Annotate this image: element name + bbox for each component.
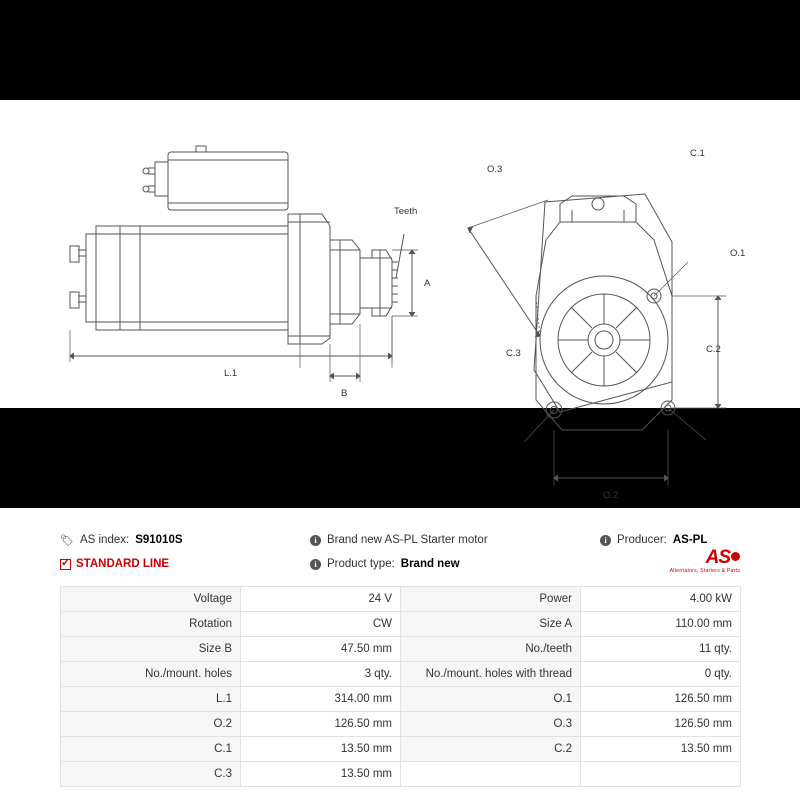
logo-subtitle: Alternators, Starters & Parts: [669, 568, 740, 574]
top-black-band: [0, 0, 800, 100]
spec-label-left: L.1: [61, 687, 241, 712]
spec-value-left: 126.50 mm: [241, 712, 401, 737]
spec-value-left: 24 V: [241, 587, 401, 612]
as-pl-logo: [670, 548, 740, 574]
label-a: A: [424, 278, 431, 289]
spec-value-left: 13.50 mm: [241, 737, 401, 762]
spec-label-right: O.1: [401, 687, 581, 712]
spec-value-left: 13.50 mm: [241, 762, 401, 787]
info-icon: i: [310, 559, 321, 570]
spec-value-right: 4.00 kW: [581, 587, 741, 612]
brand-new-cell: [310, 534, 600, 546]
spec-label-left: Rotation: [61, 612, 241, 637]
tag-icon: 🏷: [60, 534, 74, 547]
technical-drawing: [0, 100, 800, 501]
spec-value-left: 47.50 mm: [241, 637, 401, 662]
spec-label-left: C.1: [61, 737, 241, 762]
table-row: [61, 712, 741, 737]
label-l1: L.1: [224, 368, 238, 379]
spec-value-left: CW: [241, 612, 401, 637]
logo-text: AS: [705, 547, 730, 568]
spec-label-left: Voltage: [61, 587, 241, 612]
table-row: [61, 687, 741, 712]
checkbox-checked-icon: [60, 559, 71, 570]
label-b: B: [341, 388, 348, 399]
info-row-primary: [60, 528, 740, 552]
table-row: [61, 737, 741, 762]
table-row: [61, 612, 741, 637]
bottom-black-band: [0, 408, 800, 508]
spec-value-right: 126.50 mm: [581, 712, 741, 737]
as-index-value: S91010S: [135, 534, 183, 546]
spec-label-left: Size B: [61, 637, 241, 662]
standard-line-badge: [60, 558, 169, 570]
spec-value-left: 3 qty.: [241, 662, 401, 687]
label-c3: C.3: [506, 348, 521, 359]
spec-label-right: Size A: [401, 612, 581, 637]
label-teeth: Teeth: [394, 206, 418, 217]
spec-label-right: O.3: [401, 712, 581, 737]
info-row-secondary: [60, 552, 740, 576]
label-o1: O.1: [730, 248, 746, 259]
spec-value-right: 0 qty.: [581, 662, 741, 687]
label-o2: O.2: [603, 490, 619, 501]
spec-value-right: 13.50 mm: [581, 737, 741, 762]
info-icon: i: [600, 535, 611, 546]
spec-empty-cell: [581, 762, 741, 787]
table-row: [61, 762, 741, 787]
table-row: [61, 662, 741, 687]
producer-value: AS-PL: [672, 534, 708, 546]
spec-label-right: C.2: [401, 737, 581, 762]
spec-label-left: No./mount. holes: [61, 662, 241, 687]
label-c2: C.2: [706, 344, 721, 355]
product-type-label: Product type:: [327, 558, 395, 570]
table-row: [61, 637, 741, 662]
producer-label: Producer:: [617, 534, 667, 546]
spec-value-right: 126.50 mm: [581, 687, 741, 712]
product-type-cell: [310, 558, 600, 570]
standard-line-cell: [60, 558, 310, 570]
logo-mark: [670, 548, 740, 567]
product-info-strip: [0, 508, 800, 580]
specification-table: [60, 586, 741, 787]
spec-label-right: No./teeth: [401, 637, 581, 662]
brand-new-text: Brand new AS-PL Starter motor: [327, 534, 488, 546]
spec-label-left: O.2: [61, 712, 241, 737]
table-row: [61, 587, 741, 612]
info-icon: i: [310, 535, 321, 546]
spec-value-right: 110.00 mm: [581, 612, 741, 637]
label-o3: O.3: [487, 164, 503, 175]
spec-empty-cell: [401, 762, 581, 787]
spec-label-right: Power: [401, 587, 581, 612]
spec-value-left: 314.00 mm: [241, 687, 401, 712]
product-type-value: Brand new: [400, 558, 460, 570]
producer-cell: [600, 534, 740, 546]
as-index-label: AS index:: [79, 534, 130, 546]
logo-dot-icon: [731, 552, 740, 561]
spec-label-right: No./mount. holes with thread: [401, 662, 581, 687]
spec-label-left: C.3: [61, 762, 241, 787]
standard-line-label: STANDARD LINE: [76, 558, 170, 570]
spec-value-right: 11 qty.: [581, 637, 741, 662]
label-c1: C.1: [690, 148, 705, 159]
as-index-cell: [60, 534, 310, 547]
spec-table-body: [61, 587, 741, 787]
